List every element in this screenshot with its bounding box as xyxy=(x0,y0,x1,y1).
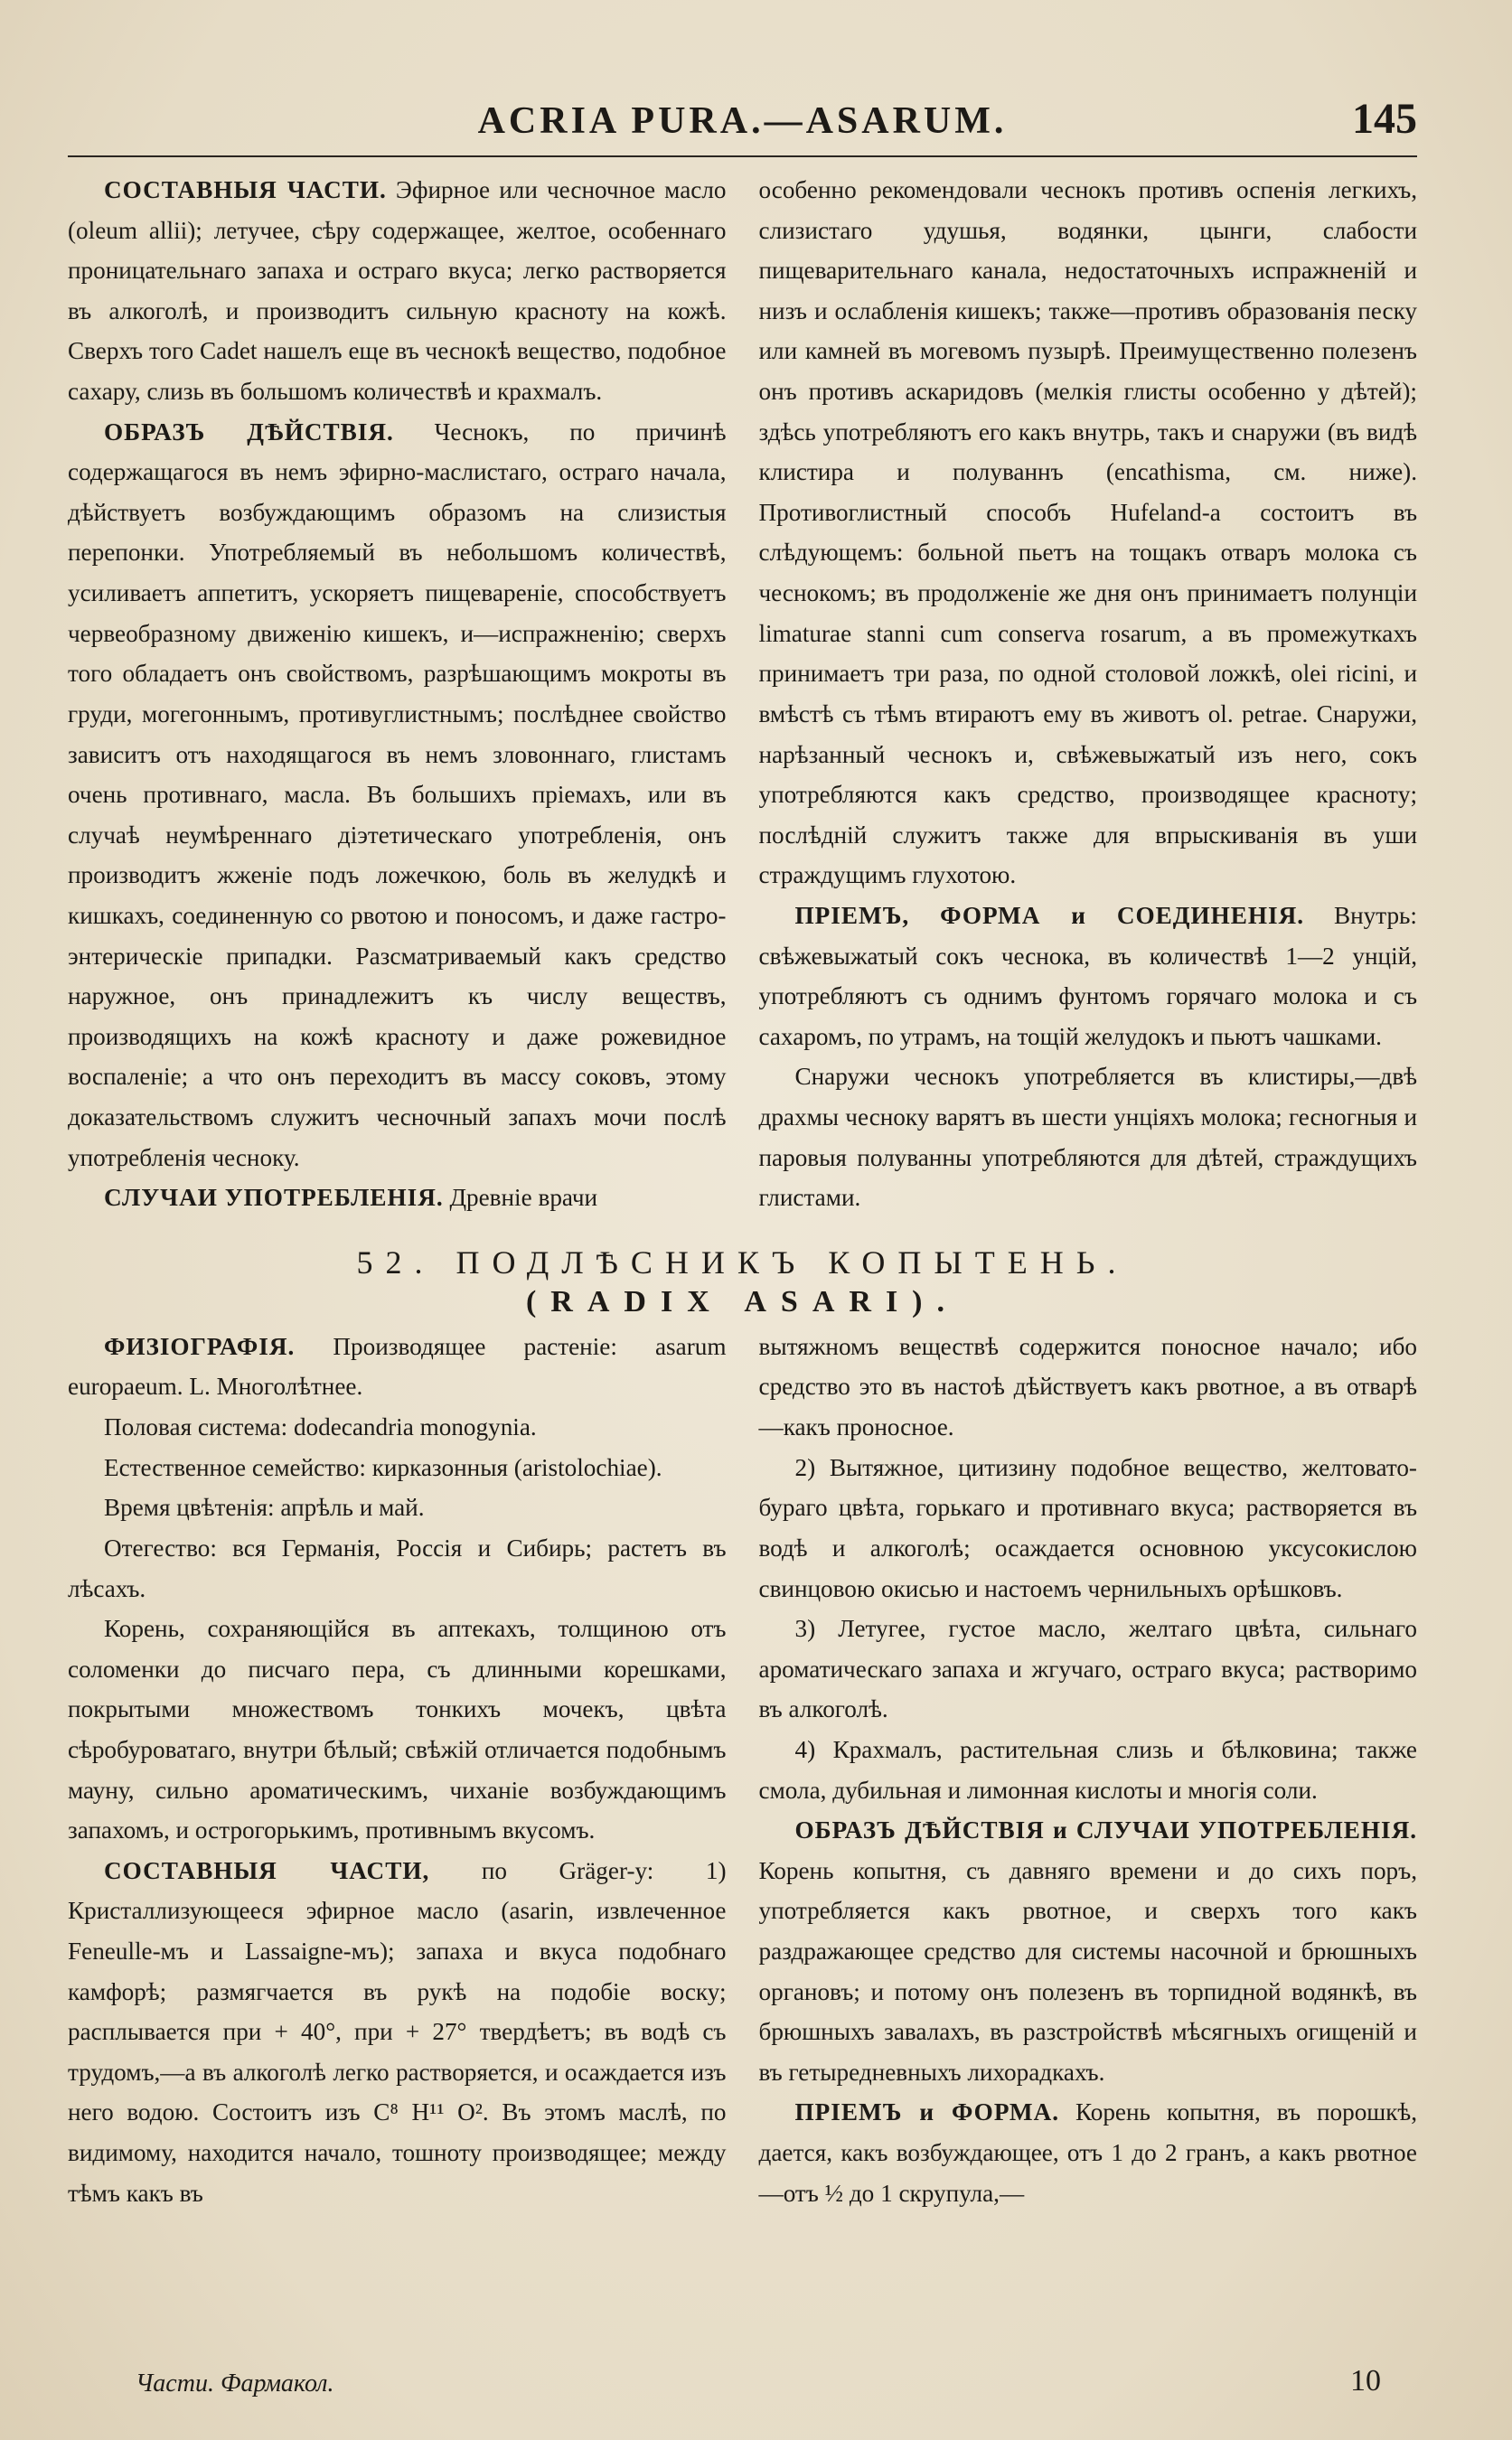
paragraph-lead: ПРІЕМЪ, ФОРМА и СОЕДИНЕНІЯ. xyxy=(794,901,1305,929)
paragraph-text: 2) Вытяжное, цитизину подобное вещество, желтовато-бураго цвѣта, горькаго и противнаго вкуса; растворяется въ водѣ и алкоголѣ; осаждается основною уксусокислою свинцовою окисью и настоемъ чернильныхъ орѣшковъ. xyxy=(758,1453,1417,1602)
top-right-column xyxy=(759,170,1418,1218)
paragraph-text: Половая система: dodecandria monogynia. xyxy=(104,1413,537,1441)
paragraph xyxy=(68,1407,727,1448)
paragraph xyxy=(759,1448,1418,1609)
paragraph-text: вытяжномъ веществѣ содержится поносное начало; ибо средство это въ настоѣ дѣйствуетъ какъ рвотное, а въ отварѣ—какъ проносное. xyxy=(758,1332,1417,1441)
paragraph-text: Корень, сохраняющійся въ аптекахъ, толщиною отъ соломенки до писчаго пера, съ длинными корешками, покрытыми множествомъ тонкихъ мочекъ, цвѣта сѣробуроватаго, внутри бѣлый; свѣжій отличается подобнымъ мауну, сильно ароматическимъ, чиханіе возбуждающимъ запахомъ, и острогорькимъ, противнымъ вкусомъ. xyxy=(68,1615,727,1844)
paragraph xyxy=(68,1327,727,1407)
sheet-number: 10 xyxy=(1350,2364,1381,2398)
paragraph xyxy=(68,170,727,412)
paragraph xyxy=(759,2092,1418,2213)
paragraph-text: Время цвѣтенія: апрѣль и май. xyxy=(104,1494,425,1522)
signature-mark: Части. Фармакол. xyxy=(136,2370,334,2398)
paragraph-text: Корень копытня, въ порошкѣ, дается, какъ возбуждающее, отъ 1 до 2 гранъ, а какъ рвотное—отъ ½ до 1 скрупула,— xyxy=(758,2098,1417,2207)
paragraph xyxy=(68,1609,727,1851)
running-head-title: ACRIA PURA.—ASARUM. xyxy=(477,100,1008,142)
paragraph-text: Снаружи чеснокъ употребляется въ клистиры,—двѣ драхмы чесноку варятъ въ шести унціяхъ молока; гесногныя и паровыя полуванны употребляются для дѣтей, страждущихъ глистами. xyxy=(758,1063,1417,1212)
paragraph xyxy=(68,1178,727,1218)
header-rule xyxy=(68,155,1417,157)
paragraph xyxy=(68,1851,727,2213)
paragraph-lead: ПРІЕМЪ и ФОРМА. xyxy=(794,2098,1059,2126)
page-number: 145 xyxy=(1352,95,1417,143)
paragraph-text: Естественное семейство: кирказонныя (aristolochiae). xyxy=(104,1453,662,1481)
paragraph-lead: СОСТАВНЫЯ ЧАСТИ. xyxy=(104,176,387,203)
paragraph-text: по Gräger-у: 1) Кристаллизующееся эфирное масло (asarin, извлеченное Feneulle-мъ и Lassaigne-мъ); запаха и вкуса подобнаго камфорѣ; размягчается въ рукѣ на подобіе воску; расплывается при + 40°, при + 27° твердѣетъ; въ водѣ съ трудомъ,—а въ алкоголѣ легко растворяется, и осаждается изъ него водою. Состоитъ изъ C⁸ H¹¹ O². Въ этомъ маслѣ, по видимому, находится начало, тошноту производящее; между тѣмъ какъ въ xyxy=(68,1856,727,2207)
paragraph-lead: СОСТАВНЫЯ ЧАСТИ, xyxy=(104,1856,430,1884)
section-subtitle: (RADIX ASARI). xyxy=(525,1284,960,1319)
paragraph xyxy=(759,1730,1418,1810)
paragraph xyxy=(759,896,1418,1056)
paragraph-text: Древніе врачи xyxy=(443,1184,598,1212)
paragraph-text: Эфирное или чесночное масло (oleum allii); летучее, сѣру содержащее, желтое, особеннаго проницательнаго запаха и остраго вкуса; легко растворяется въ алкоголѣ, и производитъ сильную красноту на кожѣ. Сверхъ того Cadet нашелъ еще въ чеснокѣ вещество, подобное сахару, слизь въ большомъ количествѣ и крахмалъ. xyxy=(68,176,727,406)
bottom-right-column xyxy=(759,1327,1418,2213)
bottom-left-column xyxy=(68,1327,727,2213)
paragraph-text: 4) Крахмалъ, растительная слизь и бѣлковина; также смола, дубильная и лимонная кислоты и многія соли. xyxy=(758,1735,1417,1804)
paragraph-text: Отегество: вся Германія, Россія и Сибирь; растетъ въ лѣсахъ. xyxy=(68,1534,727,1602)
top-left-column xyxy=(68,170,727,1218)
paragraph xyxy=(759,1810,1418,2092)
paragraph-text: Чеснокъ, по причинѣ содержащагося въ немъ эфирно-маслистаго, остраго начала, дѣйствуетъ возбуждающимъ образомъ на слизистыя перепонки. Употребляемый въ небольшомъ количествѣ, усиливаетъ аппетитъ, ускоряетъ пищевареніе, способствуетъ червеобразному движенію кишекъ, и—испражненію; сверхъ того обладаетъ онъ свойствомъ, разрѣшающимъ мокроты въ груди, могегоннымъ, противуглистнымъ; послѣднее свойство зависитъ отъ находящагося въ немъ зловоннаго, глистамъ очень противнаго, масла. Въ большихъ пріемахъ, или въ случаѣ неумѣреннаго діэтетическаго употребленія, онъ производитъ жженіе подъ ложечкою, боль въ желудкѣ и кишкахъ, соединенную со рвотою и поносомъ, и даже гастро-энтерическіе припадки. Разсматриваемый какъ средство наружное, онъ принадлежитъ къ числу веществъ, производящихъ на кожѣ краснотy и даже рожевидное воспаленіе; а что онъ переходитъ въ массу соковъ, этому доказательствомъ служитъ чесночный запахъ мочи послѣ употребленія чесноку. xyxy=(68,418,727,1171)
paragraph-lead: СЛУЧАИ УПОТРЕБЛЕНІЯ. xyxy=(104,1184,444,1212)
paragraph xyxy=(759,170,1418,896)
paragraph-text: особенно рекомендовали чеснокъ противъ оспенія легкихъ, слизистаго удушья, водянки, цынги, слабости пищеварительнаго канала, недостаточныхъ испражненій и низъ и ослабленія кишекъ; также—противъ образованія песку или камней въ могевомъ пузырѣ. Преимущественно полезенъ онъ противъ аскаридовъ (мелкія глисты особенно у дѣтей); здѣсь употребляютъ его какъ внутрь, такъ и снаружи (въ видѣ клистира и полуваннъ (encathisma, см. ниже). Противоглистный способъ Hufeland-а состоитъ въ слѣдующемъ: больной пьетъ на тощакъ отваръ молока съ чеснокомъ; въ продолженіе же дня онъ принимаетъ полунціи limaturae stanni cum conserva rosarum, а въ промежуткахъ принимаетъ три раза, по одной столовой ложкѣ, olei ricini, и вмѣстѣ съ тѣмъ втираютъ ему въ животъ ol. petrae. Снаружи, нарѣзанный чеснокъ и, свѣжевыжатый изъ него, сокъ употребляются какъ средство, производящее краснотy; послѣдній служитъ также для впрыскиванія въ уши страждущимъ глухотою. xyxy=(758,176,1417,889)
paragraph xyxy=(759,1327,1418,1448)
paragraph-lead: ОБРАЗЪ ДѢЙСТВІЯ и СЛУЧАИ УПОТРЕБЛЕНІЯ. xyxy=(794,1816,1417,1844)
paragraph xyxy=(68,412,727,1178)
bottom-columns xyxy=(68,1327,1417,2213)
paragraph-lead: ОБРАЗЪ ДѢЙСТВІЯ. xyxy=(104,418,394,446)
paragraph-text: Внутрь: свѣжевыжатый сокъ чеснока, въ количествѣ 1—2 унцій, употребляютъ съ однимъ фунтомъ горячаго молока и съ сахаромъ, по утрамъ, на тощій желудокъ и пьютъ чашками. xyxy=(758,901,1417,1050)
paragraph-text: Производящее растеніе: asarum europaeum. L. Многолѣтнее. xyxy=(68,1332,727,1401)
running-head xyxy=(68,95,1417,150)
paragraph xyxy=(68,1487,727,1528)
top-columns xyxy=(68,170,1417,1218)
paragraph xyxy=(759,1609,1418,1730)
paragraph xyxy=(68,1448,727,1488)
paragraph-text: 3) Летугее, густое масло, желтаго цвѣта, сильнаго ароматическаго запаха и жгучаго, остраго вкуса; растворимо въ алкоголѣ. xyxy=(758,1615,1417,1723)
section-title: 52. ПОДЛѢСНИКЪ КОПЫТЕНЬ. xyxy=(356,1243,1129,1281)
paragraph-lead: ФИЗІОГРАФІЯ. xyxy=(104,1332,296,1360)
page-footer xyxy=(136,2364,1417,2398)
paragraph xyxy=(68,1528,727,1609)
paragraph xyxy=(759,1056,1418,1217)
paragraph-text: Корень копытня, съ давняго времени и до сихъ поръ, употребляется какъ рвотное, и сверхъ того какъ раздражающее средство для системы насочной и брюшныхъ органовъ; и потому онъ полезенъ въ торпидной водянкѣ, въ брюшныхъ завалахъ, въ разстройствѣ мѣсягныхъ огищеній и въ гетыредневныхъ лихорадкахъ. xyxy=(758,1856,1417,2086)
